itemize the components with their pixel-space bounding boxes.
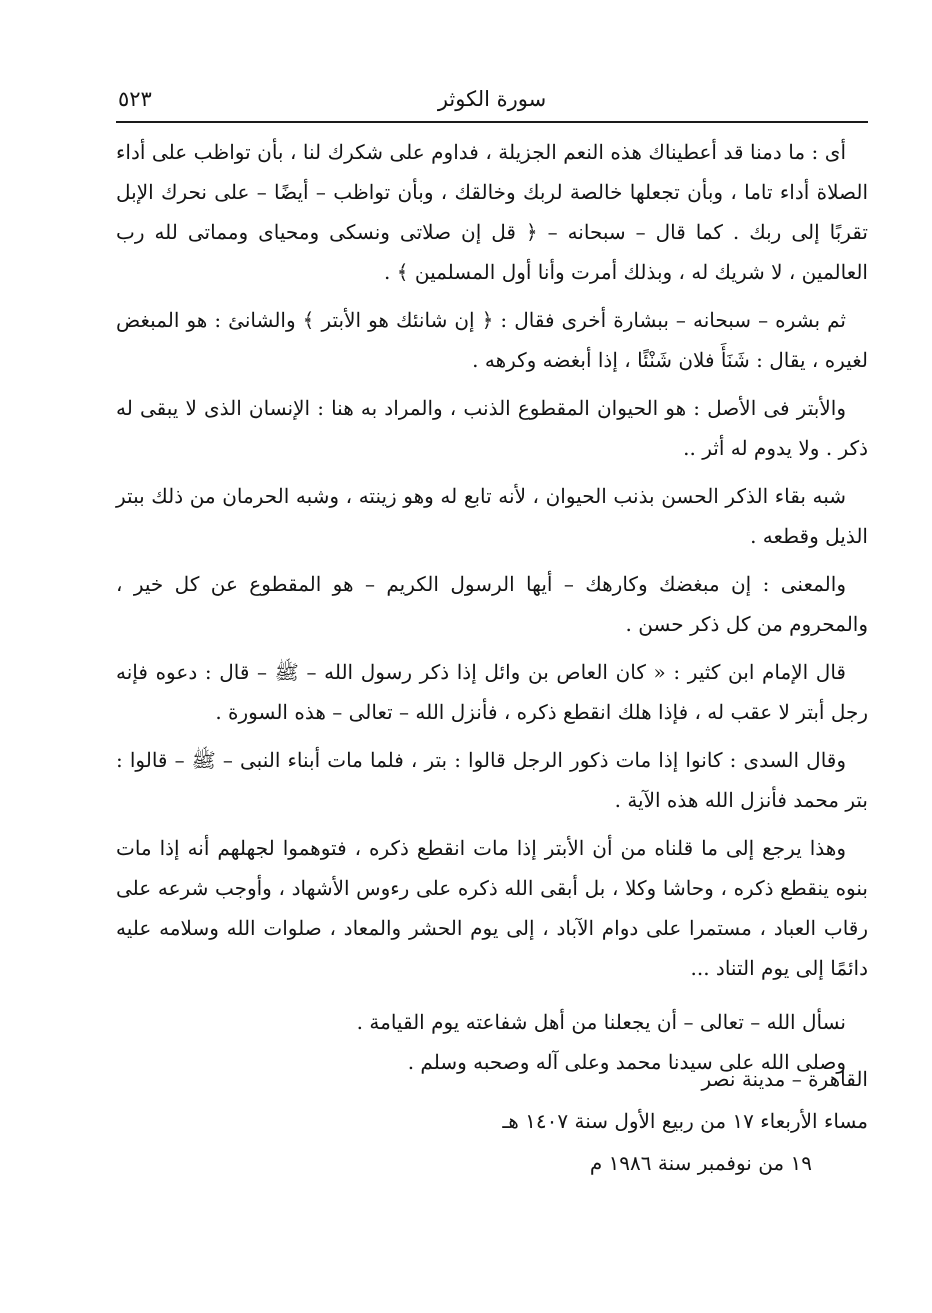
closing-blessing: وصلى الله على سيدنا محمد وعلى آله وصحبه وسلم . <box>407 1050 846 1074</box>
paragraph: وقال السدى : كانوا إذا مات ذكور الرجل قالوا : بتر ، فلما مات أبناء النبى – ﷺ – قالوا : بتر محمد فأنزل الله هذه الآية . <box>116 748 868 812</box>
signature-place: القاهرة – مدينة نصر <box>701 1067 868 1091</box>
signature-block <box>116 1058 868 1184</box>
paragraph: والأبتر فى الأصل : هو الحيوان المقطوع الذنب ، والمراد به هنا : الإنسان الذى لا يبقى له ذكر . ولا يدوم له أثر .. <box>116 396 868 460</box>
paragraph: شبه بقاء الذكر الحسن بذنب الحيوان ، لأنه تابع له وهو زينته ، وشبه الحرمان من ذلك ببتر الذيل وقطعه . <box>116 484 868 548</box>
signature-hijri-date: مساء الأربعاء ١٧ من ربيع الأول سنة ١٤٠٧ هـ <box>502 1109 868 1133</box>
paragraph: والمعنى : إن مبغضك وكارهك – أيها الرسول الكريم – هو المقطوع عن كل خير ، والمحروم من كل ذكر حسن . <box>116 572 868 636</box>
page-title: سورة الكوثر <box>437 87 547 111</box>
page-number: ٥٢٣ <box>118 87 152 111</box>
signature-gregorian-date: ١٩ من نوفمبر سنة ١٩٨٦ م <box>589 1151 812 1175</box>
paragraph: وهذا يرجع إلى ما قلناه من أن الأبتر إذا مات انقطع ذكره ، فتوهموا لجهلهم أنه إذا مات بنوه ينقطع ذكره ، وحاشا وكلا ، بل أبقى الله ذكره على رءوس الأشهاد ، وأوجب شرعه على رقاب العباد ، مستمرا على دوام الآباد ، إلى يوم الحشر والمعاد ، صلوات الله وسلامه عليه دائمًا إلى يوم التناد ... <box>116 836 868 980</box>
paragraph: أى : ما دمنا قد أعطيناك هذه النعم الجزيلة ، فداوم على شكرك لنا ، بأن تواظب على أداء الصلاة أداء تاما ، وبأن تجعلها خالصة لربك وخالقك ، وبأن تواظب – أيضًا – على نحرك الإبل تقربًا إلى ربك . كما قال – سبحانه – ﴿ قل إن صلاتى ونسكى ومحياى ومماتى لله رب العالمين ، لا شريك له ، وبذلك أمرت وأنا أول المسلمين ﴾ . <box>116 140 868 284</box>
paragraph: قال الإمام ابن كثير : « كان العاص بن وائل إذا ذكر رسول الله – ﷺ – قال : دعوه فإنه رجل أبتر لا عقب له ، فإذا هلك انقطع ذكره ، فأنزل الله – تعالى – هذه السورة . <box>116 660 868 724</box>
closing-prayer: نسأل الله – تعالى – أن يجعلنا من أهل شفاعته يوم القيامة . <box>356 1010 846 1034</box>
page-header <box>118 84 866 114</box>
paragraph: ثم بشره – سبحانه – ببشارة أخرى فقال : ﴿ إن شانئك هو الأبتر ﴾ والشانئ : هو المبغض لغيره ، يقال : شَنَأَ فلان شَنْئًا ، إذا أبغضه وكرهه . <box>116 308 868 372</box>
body-text <box>116 132 868 1082</box>
header-rule <box>116 121 868 123</box>
